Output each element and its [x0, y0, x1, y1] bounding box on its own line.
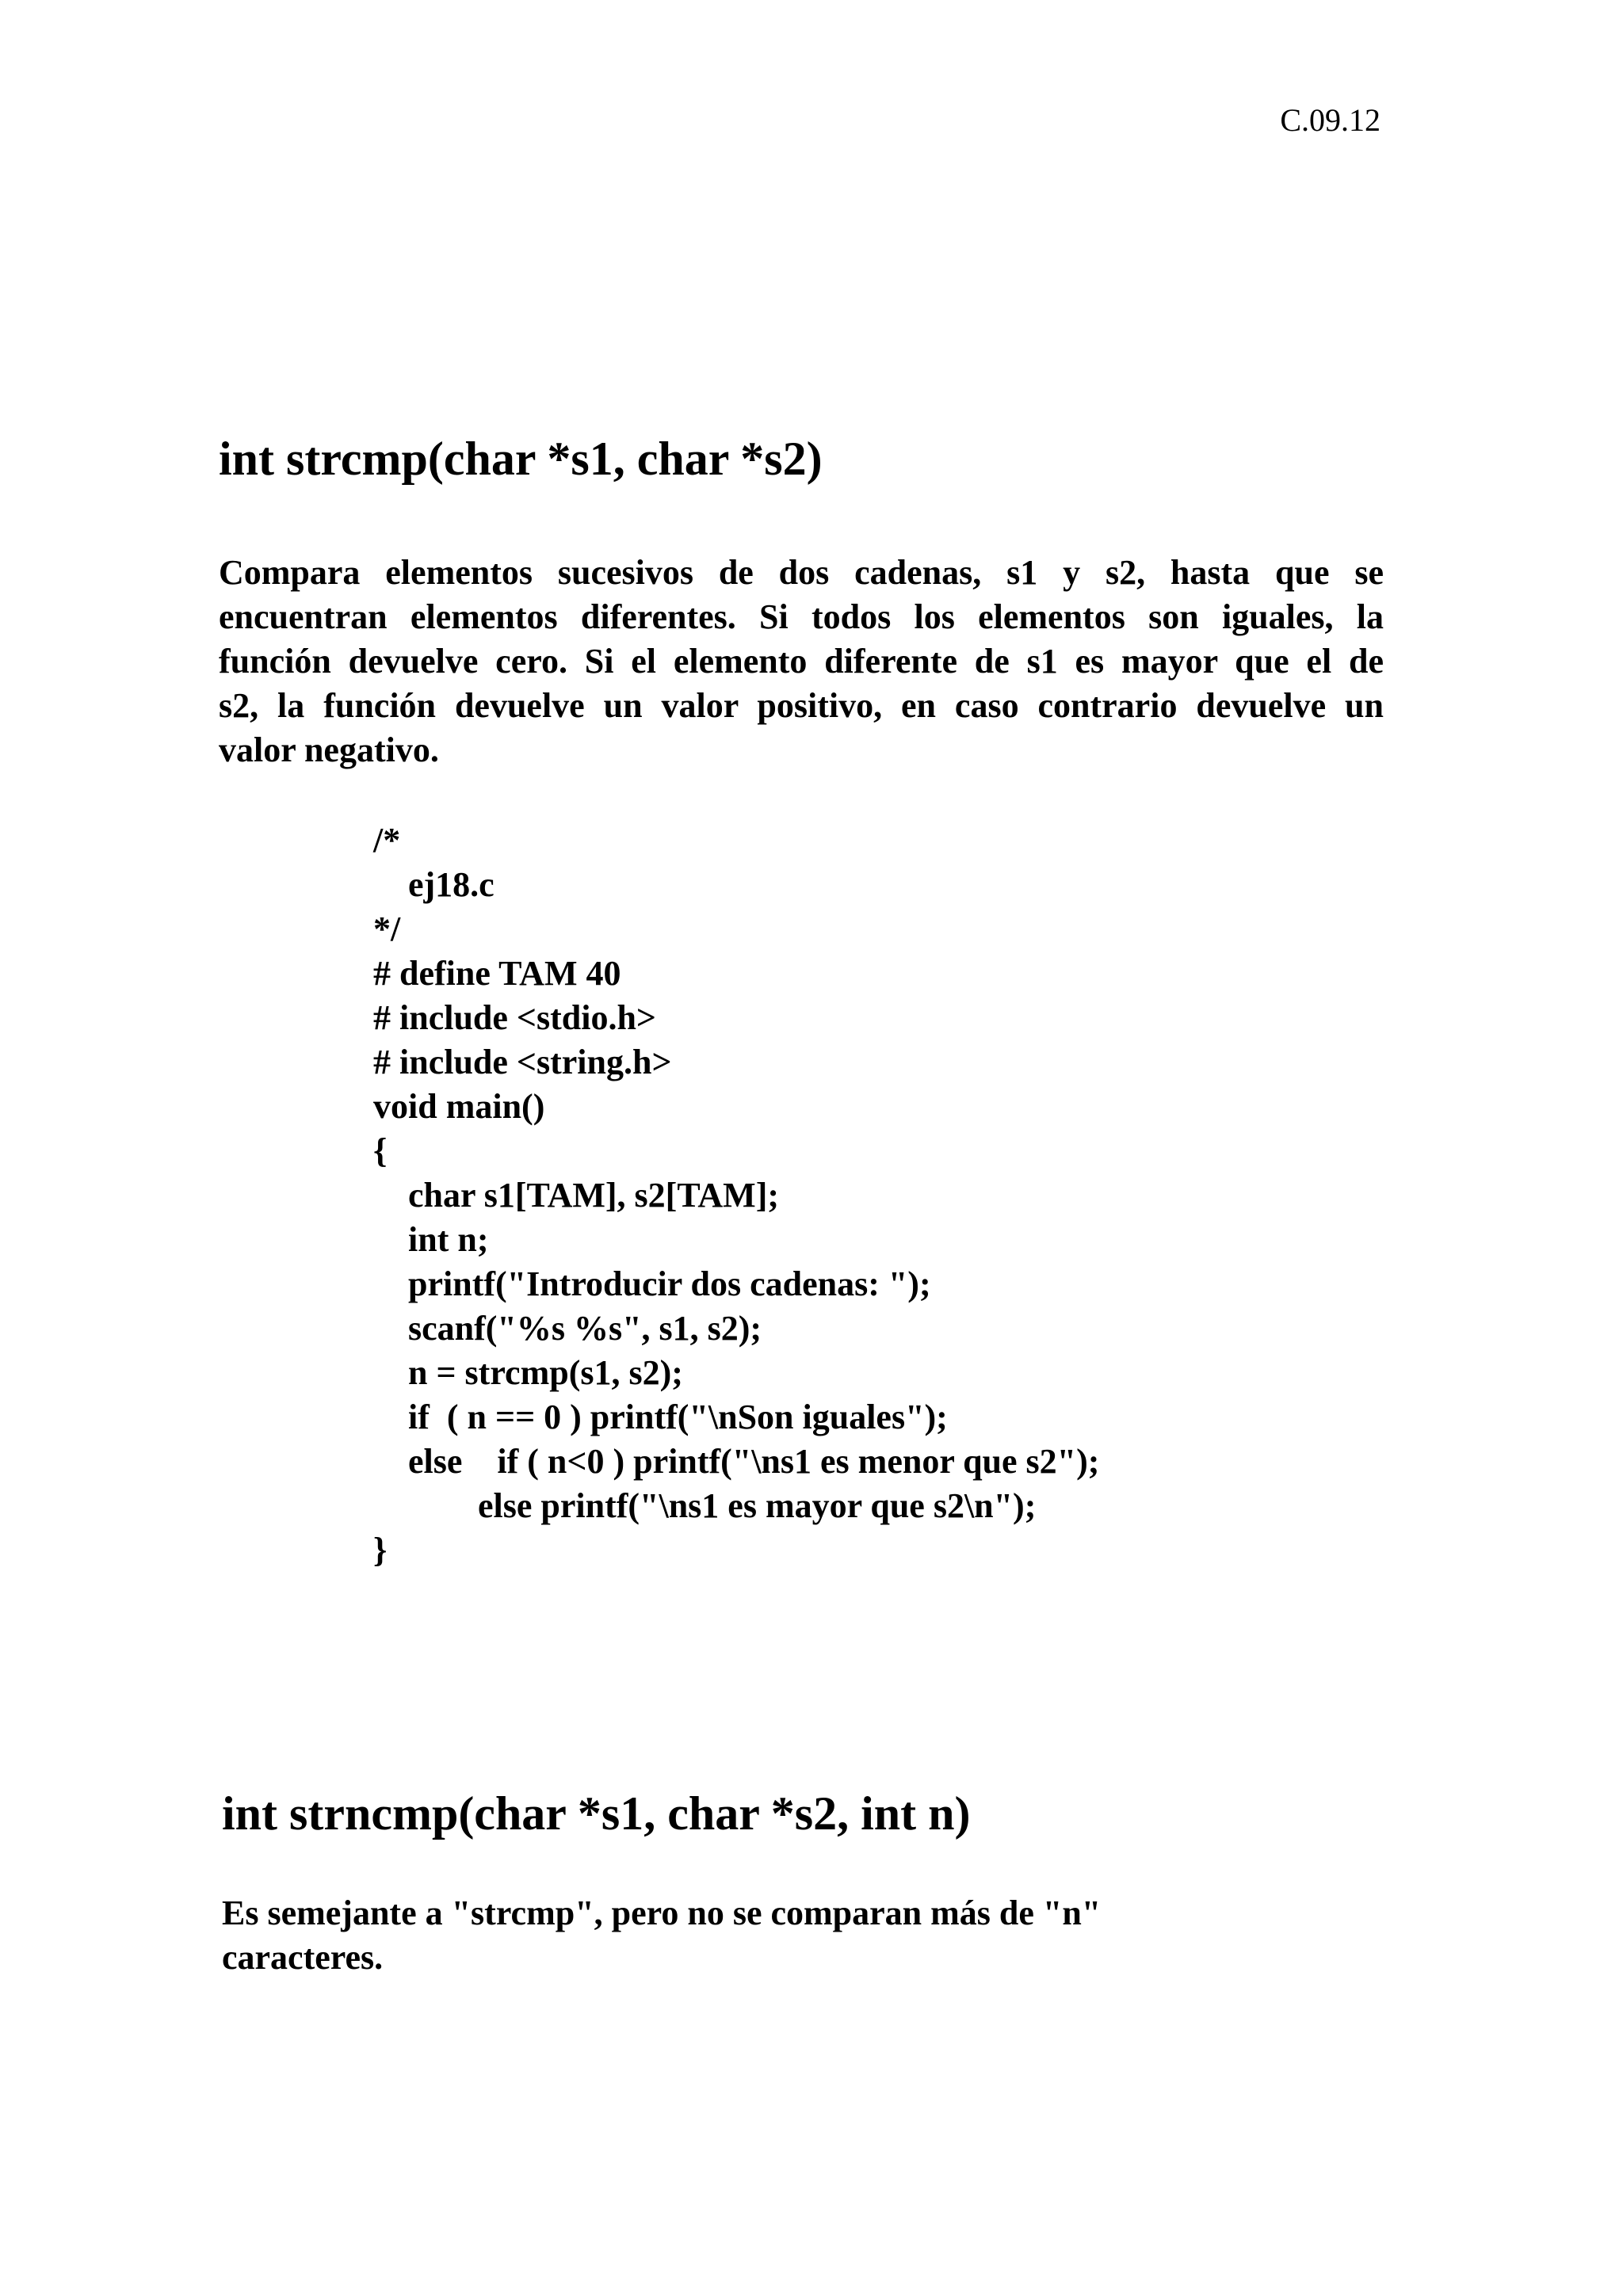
description-line: función devuelve cero. Si el elemento diferente de s1 es mayor que el de [219, 642, 1384, 681]
code-line: # define TAM 40 [373, 954, 621, 993]
code-line: if ( n == 0 ) printf("\nSon iguales"); [373, 1398, 948, 1436]
code-line: else if ( n<0 ) printf("\ns1 es menor que s2"); [373, 1442, 1100, 1481]
code-line: { [373, 1131, 388, 1170]
strncmp-description [222, 1891, 1252, 1980]
code-line: /* [373, 821, 401, 860]
section-heading-strncmp: int strncmp(char *s1, char *s2, int n) [222, 1787, 971, 1840]
code-line: # include <string.h> [373, 1043, 672, 1081]
description-line: Es semejante a "strcmp", pero no se comparan más de "n" [222, 1894, 1102, 1932]
code-line: else printf("\ns1 es mayor que s2\n"); [373, 1486, 1037, 1525]
description-line: Compara elementos sucesivos de dos cadenas, s1 y s2, hasta que se [219, 553, 1384, 592]
code-line: char s1[TAM], s2[TAM]; [373, 1176, 780, 1215]
code-line: printf("Introducir dos cadenas: "); [373, 1264, 931, 1303]
description-line: s2, la función devuelve un valor positivo, en caso contrario devuelve un [219, 686, 1384, 725]
code-line: int n; [373, 1220, 489, 1259]
description-line: valor negativo. [219, 730, 439, 769]
code-listing [373, 818, 1099, 1573]
code-line: ej18.c [373, 865, 495, 904]
page-number: C.09.12 [1280, 102, 1381, 138]
code-line: # include <stdio.h> [373, 998, 657, 1037]
code-line: */ [373, 910, 401, 948]
section-heading-strcmp: int strcmp(char *s1, char *s2) [219, 433, 823, 485]
description-line: caracteres. [222, 1938, 384, 1977]
description-line: encuentran elementos diferentes. Si todos los elementos son iguales, la [219, 597, 1384, 636]
code-line: scanf("%s %s", s1, s2); [373, 1309, 762, 1348]
code-line: n = strcmp(s1, s2); [373, 1353, 683, 1392]
code-line: } [373, 1531, 388, 1569]
code-line: void main() [373, 1087, 545, 1126]
strcmp-description [219, 551, 1384, 772]
